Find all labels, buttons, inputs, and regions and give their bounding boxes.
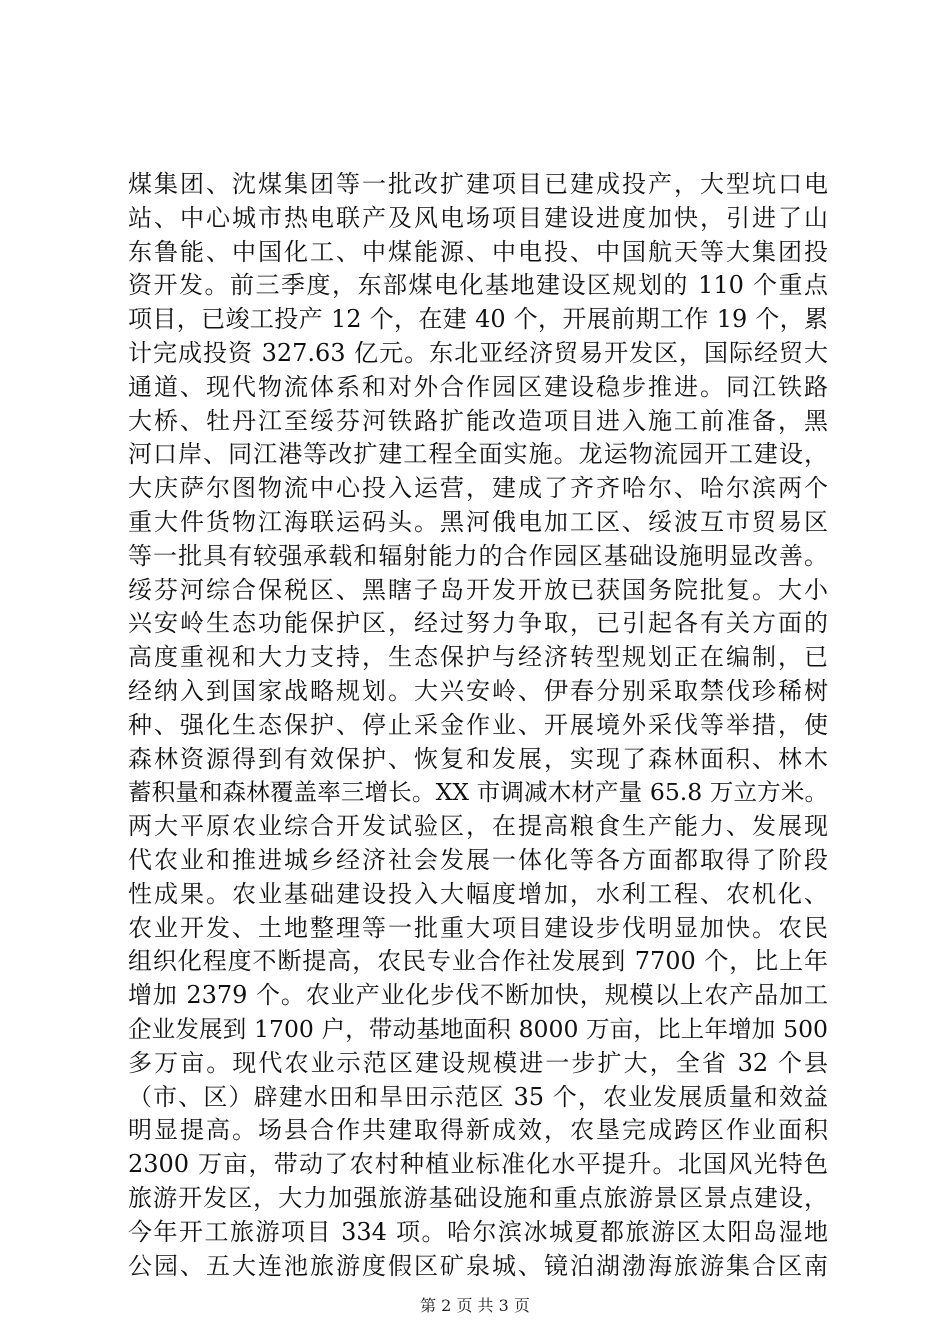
text-line: 明显提高。场县合作共建取得新成效，农垦完成跨区作业面积 bbox=[128, 1116, 828, 1145]
text-line: 性成果。农业基础建设投入大幅度增加，水利工程、农机化、 bbox=[128, 879, 828, 908]
text-line: 通道、现代物流体系和对外合作园区建设稳步推进。同江铁路 bbox=[128, 372, 828, 401]
text-line: 经纳入到国家战略规划。大兴安岭、伊春分别采取禁伐珍稀树 bbox=[128, 676, 828, 705]
text-line: 今年开工旅游项目 334 项。哈尔滨冰城夏都旅游区太阳岛湿地 bbox=[128, 1217, 828, 1246]
text-line: 种、强化生态保护、停止采金作业、开展境外采伐等举措，使 bbox=[128, 710, 828, 739]
text-line: 站、中心城市热电联产及风电场项目建设进度加快，引进了山 bbox=[128, 203, 828, 232]
page-footer: 第 2 页 共 3 页 bbox=[420, 1296, 530, 1315]
text-line: 多万亩。现代农业示范区建设规模进一步扩大，全省 32 个县 bbox=[128, 1048, 828, 1077]
text-line: 等一批具有较强承载和辐射能力的合作园区基础设施明显改善。 bbox=[128, 541, 828, 570]
text-line: 重大件货物江海联运码头。黑河俄电加工区、绥波互市贸易区 bbox=[128, 507, 828, 536]
text-line: 东鲁能、中国化工、中煤能源、中电投、中国航天等大集团投 bbox=[128, 237, 828, 266]
text-line: 两大平原农业综合开发试验区，在提高粮食生产能力、发展现 bbox=[128, 812, 828, 841]
text-line: 旅游开发区，大力加强旅游基础设施和重点旅游景区景点建设， bbox=[128, 1183, 828, 1212]
text-line: 公园、五大连池旅游度假区矿泉城、镜泊湖渤海旅游集合区南 bbox=[128, 1251, 828, 1280]
text-line: 森林资源得到有效保护、恢复和发展，实现了森林面积、林木 bbox=[128, 744, 828, 773]
text-line: 计完成投资 327.63 亿元。东北亚经济贸易开发区，国际经贸大 bbox=[128, 338, 828, 367]
text-line: 大桥、牡丹江至绥芬河铁路扩能改造项目进入施工前准备，黑 bbox=[128, 406, 828, 435]
text-line: 农业开发、土地整理等一批重大项目建设步伐明显加快。农民 bbox=[128, 913, 828, 942]
text-line: 项目，已竣工投产 12 个，在建 40 个，开展前期工作 19 个，累 bbox=[128, 305, 828, 334]
text-line: 2300 万亩，带动了农村种植业标准化水平提升。北国风光特色 bbox=[128, 1150, 828, 1179]
text-line: 绥芬河综合保税区、黑瞎子岛开发开放已获国务院批复。大小 bbox=[128, 575, 828, 604]
text-line: 代农业和推进城乡经济社会发展一体化等各方面都取得了阶段 bbox=[128, 845, 828, 874]
text-line: 蓄积量和森林覆盖率三增长。XX 市调减木材产量 65.8 万立方米。 bbox=[128, 778, 828, 807]
text-line: 煤集团、沈煤集团等一批改扩建项目已建成投产，大型坑口电 bbox=[128, 170, 828, 198]
text-line: 高度重视和大力支持，生态保护与经济转型规划正在编制，已 bbox=[128, 643, 828, 672]
text-line: 资开发。前三季度，东部煤电化基地建设区规划的 110 个重点 bbox=[128, 271, 828, 300]
body-text bbox=[128, 168, 828, 1283]
text-line: 兴安岭生态功能保护区，经过努力争取，已引起各有关方面的 bbox=[128, 609, 828, 638]
text-line: 企业发展到 1700 户，带动基地面积 8000 万亩，比上年增加 500 bbox=[128, 1014, 828, 1043]
text-line: 增加 2379 个。农业产业化步伐不断加快，规模以上农产品加工 bbox=[128, 981, 828, 1010]
text-line: 河口岸、同江港等改扩建工程全面实施。龙运物流园开工建设， bbox=[128, 440, 828, 469]
text-line: （市、区）辟建水田和旱田示范区 35 个，农业发展质量和效益 bbox=[128, 1082, 828, 1111]
text-line: 组织化程度不断提高，农民专业合作社发展到 7700 个，比上年 bbox=[128, 947, 828, 976]
text-line: 大庆萨尔图物流中心投入运营，建成了齐齐哈尔、哈尔滨两个 bbox=[128, 474, 828, 503]
